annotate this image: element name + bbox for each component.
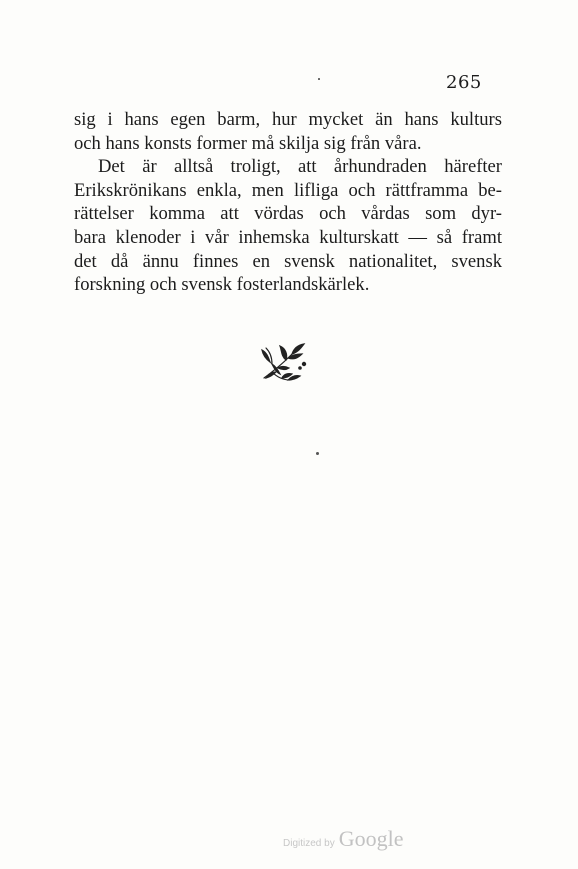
google-logo: Google <box>338 826 404 851</box>
ink-speck <box>318 78 320 80</box>
text-line: det då ännu finnes en svensk nationalitet, svensk <box>74 250 502 272</box>
text-line: forskning och svensk fosterlandskärlek. <box>74 274 370 296</box>
text-line: sig i hans egen barm, hur mycket än hans kulturs <box>74 109 502 130</box>
digitization-watermark <box>283 826 403 852</box>
ink-speck <box>316 452 319 455</box>
text-line: rättelser komma att vördas och vårdas som dyr- <box>74 203 502 225</box>
body-text <box>74 108 502 297</box>
text-line: bara klenoder i vår inhemska kulturskatt — så framt <box>74 226 502 248</box>
text-line: och hans konsts former må skilja sig från våra. <box>74 132 422 154</box>
page-number: 265 <box>446 72 482 93</box>
floral-vignette-icon <box>258 342 308 384</box>
text-line: Erikskrönikans enkla, men lifliga och rättframma be- <box>74 179 502 201</box>
digitized-by-label: Digitized by <box>283 838 335 849</box>
text-line: Det är alltså troligt, att århundraden härefter <box>98 156 502 178</box>
